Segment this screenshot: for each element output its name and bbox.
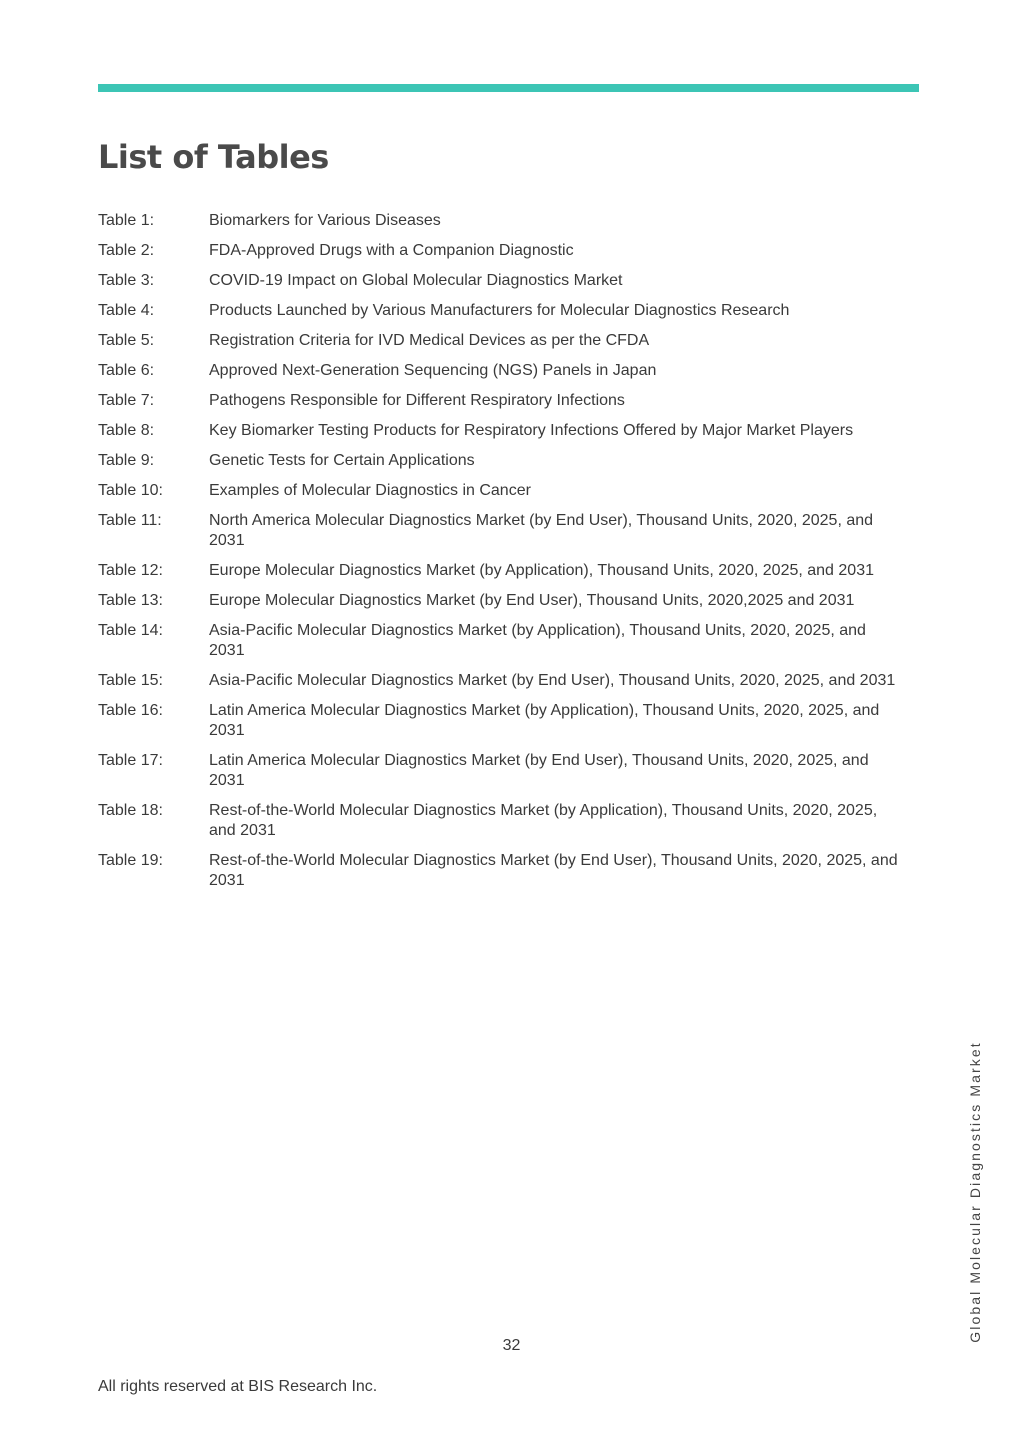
table-number: Table 18:	[98, 802, 163, 819]
table-title: Pathogens Responsible for Different Respiratory Infections	[209, 392, 625, 409]
table-entry	[98, 211, 898, 231]
table-entry	[98, 361, 898, 381]
table-title: North America Molecular Diagnostics Market (by End User), Thousand Units, 2020, 2025, and 2031	[209, 512, 874, 549]
table-number: Table 5:	[98, 332, 155, 349]
table-title: Products Launched by Various Manufacturers for Molecular Diagnostics Research	[209, 302, 790, 319]
table-title: FDA-Approved Drugs with a Companion Diagnostic	[209, 242, 574, 259]
table-number: Table 10:	[98, 482, 163, 499]
table-title: Rest-of-the-World Molecular Diagnostics Market (by Application), Thousand Units, 2020, 2025, and 2031	[209, 802, 878, 839]
table-entry	[98, 621, 898, 661]
table-entry	[98, 561, 898, 581]
table-entry	[98, 591, 898, 611]
table-entry	[98, 241, 898, 261]
table-title: Asia-Pacific Molecular Diagnostics Market (by End User), Thousand Units, 2020, 2025, and 2031	[209, 672, 896, 689]
table-entry	[98, 271, 898, 291]
table-number: Table 15:	[98, 672, 163, 689]
table-entry	[98, 391, 898, 411]
side-report-title: Global Molecular Diagnostics Market	[967, 1041, 983, 1343]
table-number: Table 13:	[98, 592, 163, 609]
table-number: Table 1:	[98, 212, 155, 229]
table-number: Table 16:	[98, 702, 163, 719]
page-number: 32	[502, 1337, 521, 1354]
table-title: Approved Next-Generation Sequencing (NGS) Panels in Japan	[209, 362, 657, 379]
table-number: Table 14:	[98, 622, 163, 639]
table-number: Table 6:	[98, 362, 155, 379]
table-entry	[98, 451, 898, 471]
list-of-tables	[98, 211, 898, 901]
table-entry	[98, 751, 898, 791]
table-number: Table 9:	[98, 452, 155, 469]
table-title: Registration Criteria for IVD Medical Devices as per the CFDA	[209, 332, 650, 349]
table-title: Asia-Pacific Molecular Diagnostics Market (by Application), Thousand Units, 2020, 2025, and 2031	[209, 622, 866, 659]
header-accent-rule	[98, 84, 919, 92]
table-number: Table 19:	[98, 852, 163, 869]
table-number: Table 7:	[98, 392, 155, 409]
table-title: Rest-of-the-World Molecular Diagnostics Market (by End User), Thousand Units, 2020, 2025, and 2031	[209, 852, 898, 889]
table-entry	[98, 511, 898, 551]
table-title: Examples of Molecular Diagnostics in Cancer	[209, 482, 531, 499]
table-entry	[98, 421, 898, 441]
table-entry	[98, 331, 898, 351]
table-title: Europe Molecular Diagnostics Market (by End User), Thousand Units, 2020,2025 and 2031	[209, 592, 855, 609]
table-entry	[98, 301, 898, 321]
table-title: Latin America Molecular Diagnostics Market (by End User), Thousand Units, 2020, 2025, and 2031	[209, 752, 869, 789]
table-number: Table 12:	[98, 562, 163, 579]
page-title: List of Tables	[98, 138, 329, 176]
table-number: Table 11:	[98, 512, 162, 529]
table-number: Table 8:	[98, 422, 155, 439]
table-number: Table 3:	[98, 272, 155, 289]
table-entry	[98, 671, 898, 691]
table-title: Biomarkers for Various Diseases	[209, 212, 441, 229]
table-number: Table 4:	[98, 302, 155, 319]
table-number: Table 2:	[98, 242, 155, 259]
table-entry	[98, 701, 898, 741]
table-title: Genetic Tests for Certain Applications	[209, 452, 475, 469]
footer-copyright: All rights reserved at BIS Research Inc.	[98, 1378, 378, 1395]
table-entry	[98, 801, 898, 841]
table-entry	[98, 481, 898, 501]
table-title: Key Biomarker Testing Products for Respiratory Infections Offered by Major Market Players	[209, 422, 854, 439]
table-title: Latin America Molecular Diagnostics Market (by Application), Thousand Units, 2020, 2025, and 2031	[209, 702, 880, 739]
table-title: Europe Molecular Diagnostics Market (by Application), Thousand Units, 2020, 2025, and 2031	[209, 562, 874, 579]
table-entry	[98, 851, 898, 891]
table-title: COVID-19 Impact on Global Molecular Diagnostics Market	[209, 272, 623, 289]
table-number: Table 17:	[98, 752, 163, 769]
